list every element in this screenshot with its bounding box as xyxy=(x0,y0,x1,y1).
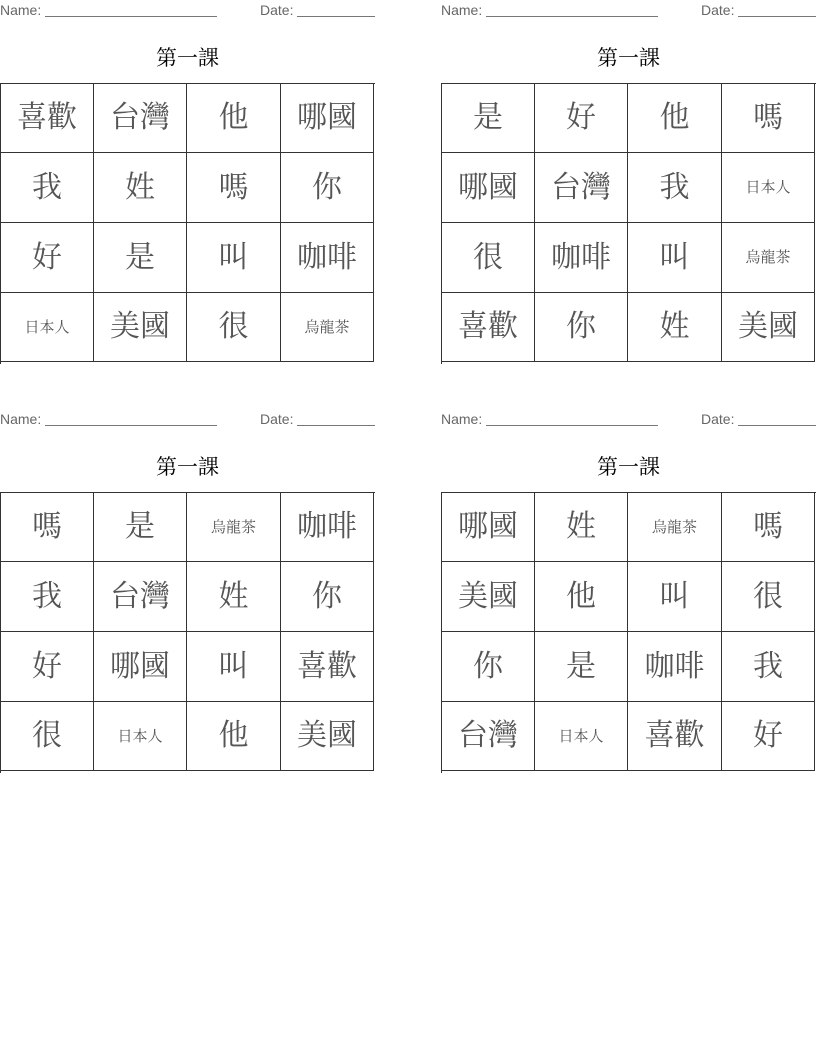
bingo-cell: 你 xyxy=(442,632,535,702)
bingo-cell: 他 xyxy=(187,702,281,771)
bingo-grid xyxy=(441,492,816,773)
bingo-cell: 你 xyxy=(281,153,374,223)
card-title: 第一課 xyxy=(156,46,219,70)
bingo-cell: 叫 xyxy=(628,223,722,293)
bingo-cell: 很 xyxy=(722,562,815,632)
bingo-cell: 日本人 xyxy=(1,293,94,362)
bingo-grid xyxy=(0,492,375,773)
bingo-cell: 你 xyxy=(281,562,374,632)
bingo-cell: 咖啡 xyxy=(535,223,628,293)
bingo-cell: 我 xyxy=(722,632,815,702)
card-title: 第一課 xyxy=(597,46,660,70)
bingo-cell: 烏龍茶 xyxy=(187,493,281,562)
bingo-cell: 咖啡 xyxy=(281,493,374,562)
bingo-cell: 咖啡 xyxy=(628,632,722,702)
bingo-cell: 哪國 xyxy=(94,632,187,702)
bingo-cell: 他 xyxy=(535,562,628,632)
bingo-cell: 台灣 xyxy=(94,84,187,153)
bingo-cell: 哪國 xyxy=(442,153,535,223)
bingo-cell: 姓 xyxy=(535,493,628,562)
bingo-cell: 他 xyxy=(187,84,281,153)
bingo-cell: 日本人 xyxy=(94,702,187,771)
date-blank-line xyxy=(297,425,375,426)
bingo-cell: 台灣 xyxy=(94,562,187,632)
bingo-cell: 日本人 xyxy=(535,702,628,771)
bingo-cell: 喜歡 xyxy=(1,84,94,153)
bingo-card xyxy=(441,409,816,774)
bingo-grid xyxy=(441,83,816,364)
date-label: Date: xyxy=(260,411,294,427)
bingo-cell: 叫 xyxy=(187,632,281,702)
bingo-cell: 是 xyxy=(94,223,187,293)
bingo-cell: 叫 xyxy=(628,562,722,632)
bingo-cell: 好 xyxy=(535,84,628,153)
bingo-cell: 很 xyxy=(442,223,535,293)
bingo-cell: 喜歡 xyxy=(628,702,722,771)
name-blank-line xyxy=(486,16,658,17)
card-title: 第一課 xyxy=(597,455,660,479)
date-blank-line xyxy=(297,16,375,17)
bingo-cell: 嗎 xyxy=(1,493,94,562)
card-title: 第一課 xyxy=(156,455,219,479)
name-blank-line xyxy=(45,425,217,426)
name-blank-line xyxy=(486,425,658,426)
date-label: Date: xyxy=(701,2,735,18)
bingo-cell: 他 xyxy=(628,84,722,153)
bingo-cell: 喜歡 xyxy=(281,632,374,702)
bingo-cell: 我 xyxy=(1,562,94,632)
bingo-cell: 喜歡 xyxy=(442,293,535,362)
bingo-cell: 日本人 xyxy=(722,153,815,223)
name-date-header xyxy=(441,2,816,20)
name-label: Name: xyxy=(0,411,42,427)
name-blank-line xyxy=(45,16,217,17)
bingo-cell: 美國 xyxy=(722,293,815,362)
bingo-cell: 姓 xyxy=(628,293,722,362)
bingo-cell: 很 xyxy=(187,293,281,362)
bingo-cell: 姓 xyxy=(187,562,281,632)
bingo-cell: 我 xyxy=(628,153,722,223)
bingo-card xyxy=(441,0,816,365)
bingo-cell: 嗎 xyxy=(722,493,815,562)
bingo-cell: 很 xyxy=(1,702,94,771)
bingo-cell: 烏龍茶 xyxy=(281,293,374,362)
bingo-card xyxy=(0,0,375,365)
bingo-cell: 美國 xyxy=(281,702,374,771)
date-blank-line xyxy=(738,425,816,426)
bingo-cell: 好 xyxy=(1,223,94,293)
bingo-grid xyxy=(0,83,375,364)
bingo-cell: 是 xyxy=(442,84,535,153)
name-label: Name: xyxy=(0,2,42,18)
bingo-cell: 姓 xyxy=(94,153,187,223)
bingo-cell: 好 xyxy=(1,632,94,702)
bingo-cell: 哪國 xyxy=(281,84,374,153)
bingo-cell: 叫 xyxy=(187,223,281,293)
bingo-cell: 嗎 xyxy=(187,153,281,223)
name-date-header xyxy=(0,411,375,429)
bingo-cell: 我 xyxy=(1,153,94,223)
bingo-cell: 嗎 xyxy=(722,84,815,153)
date-label: Date: xyxy=(260,2,294,18)
bingo-cell: 美國 xyxy=(94,293,187,362)
name-label: Name: xyxy=(441,2,483,18)
bingo-cell: 好 xyxy=(722,702,815,771)
bingo-cell: 你 xyxy=(535,293,628,362)
date-blank-line xyxy=(738,16,816,17)
bingo-card xyxy=(0,409,375,774)
bingo-cell: 烏龍茶 xyxy=(628,493,722,562)
bingo-cell: 美國 xyxy=(442,562,535,632)
bingo-cell: 咖啡 xyxy=(281,223,374,293)
bingo-cell: 台灣 xyxy=(535,153,628,223)
name-date-header xyxy=(0,2,375,20)
bingo-cell: 哪國 xyxy=(442,493,535,562)
date-label: Date: xyxy=(701,411,735,427)
bingo-cell: 是 xyxy=(535,632,628,702)
name-label: Name: xyxy=(441,411,483,427)
bingo-cell: 是 xyxy=(94,493,187,562)
bingo-cell: 烏龍茶 xyxy=(722,223,815,293)
name-date-header xyxy=(441,411,816,429)
bingo-cell: 台灣 xyxy=(442,702,535,771)
